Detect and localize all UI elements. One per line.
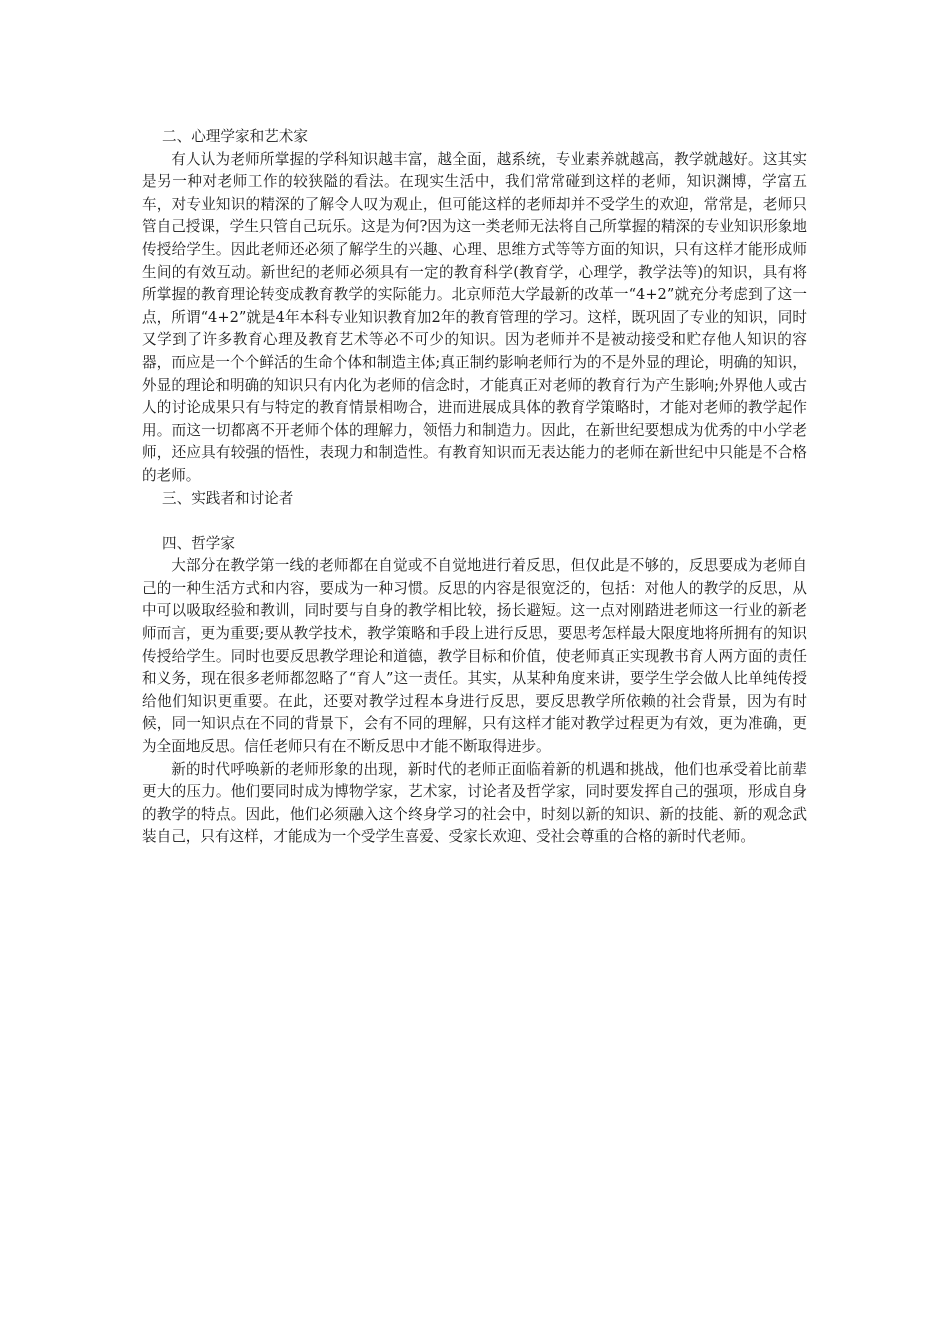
section-heading-psychologist-artist: 二、心理学家和艺术家 [162,128,308,145]
section-paragraph-new-era-teacher: 新的时代呼唤新的老师形象的出现，新时代的老师正面临着新的机遇和挑战，他们也承受着比前辈更大的压力。他们要同时成为博物学家，艺术家，讨论者及哲学家，同时要发挥自己的强项，形成自身的教学的特点。因此，他们必须融入这个终身学习的社会中，时刻以新的知识、新的技能、新的观念武装自己，只有这样，才能成为一个受学生喜爱、受家长欢迎、受社会尊重的合格的新时代老师。 [142,760,807,846]
section-heading-practitioner-researcher: 三、实践者和讨论者 [162,489,294,507]
section-heading-philosopher: 四、哲学家 [162,534,235,552]
section-paragraph-philosopher-reflection: 大部分在教学第一线的老师都在自觉或不自觉地进行着反思，但仅此是不够的，反思要成为老师自己的一种生活方式和内容，要成为一种习惯。反思的内容是很宽泛的，包括：对他人的教学的反思，从中可以吸取经验和教训，同时要与自身的教学相比较，扬长避短。这一点对刚踏进老师这一行业的新老师而言，更为重要;要从教学技术，教学策略和手段上进行反思，要思考怎样最大限度地将所拥有的知识传授给学生。同时也要反思教学理论和道德，教学目标和价值，使老师真正实现教书育人两方面的责任和义务，现在很多老师都忽略了“育人”这一责任。其实，从某种角度来讲，要学生学会做人比单纯传授给他们知识更重要。在此，还要对教学过程本身进行反思，要反思教学所依赖的社会背景，因为有时候，同一知识点在不同的背景下，会有不同的理解，只有这样才能对教学过程更为有效，更为准确，更为全面地反思。信任老师只有在不断反思中才能不断取得进步。 [142,557,807,756]
section-paragraph-psychologist-artist: 有人认为老师所掌握的学科知识越丰富，越全面，越系统，专业素养就越高，教学就越好。这其实是另一种对老师工作的较狭隘的看法。在现实生活中，我们常常碰到这样的老师，知识渊博，学富五车，对专业知识的精深的了解令人叹为观止，但可能这样的老师却并不受学生的欢迎，常常是，老师只管自己授课，学生只管自己玩乐。这是为何?因为这一类老师无法将自己所掌握的精深的专业知识形象地传授给学生。因此老师还必须了解学生的兴趣、心理、思维方式等等方面的知识，只有这样才能形成师生间的有效互动。新世纪的老师必须具有一定的教育科学(教育学，心理学，教学法等)的知识，具有将所掌握的教育理论转变成教育教学的实际能力。北京师范大学最新的改革一“4+2”就充分考虑到了这一点，所谓“4+2”就是4年本科专业知识教育加2年的教育管理的学习。这样，既巩固了专业的知识，同时又学到了许多教育心理及教育艺术等必不可少的知识。因为老师并不是被动接受和贮存他人知识的容器，而应是一个个鲜活的生命个体和制造主体;真正制约影响老师行为的不是外显的理论，明确的知识，外显的理论和明确的知识只有内化为老师的信念时，才能真正对老师的教育行为产生影响;外界他人或古人的讨论成果只有与特定的教育情景相吻合，进而进展成具体的教育学策略时，才能对老师的教学起作用。而这一切都离不开老师个体的理解力，领悟力和制造力。因此，在新世纪要想成为优秀的中小学老师，还应具有较强的悟性，表现力和制造性。有教育知识而无表达能力的老师在新世纪中只能是不合格的老师。 [142,150,807,484]
document-page [142,126,807,849]
blank-line [142,510,807,533]
